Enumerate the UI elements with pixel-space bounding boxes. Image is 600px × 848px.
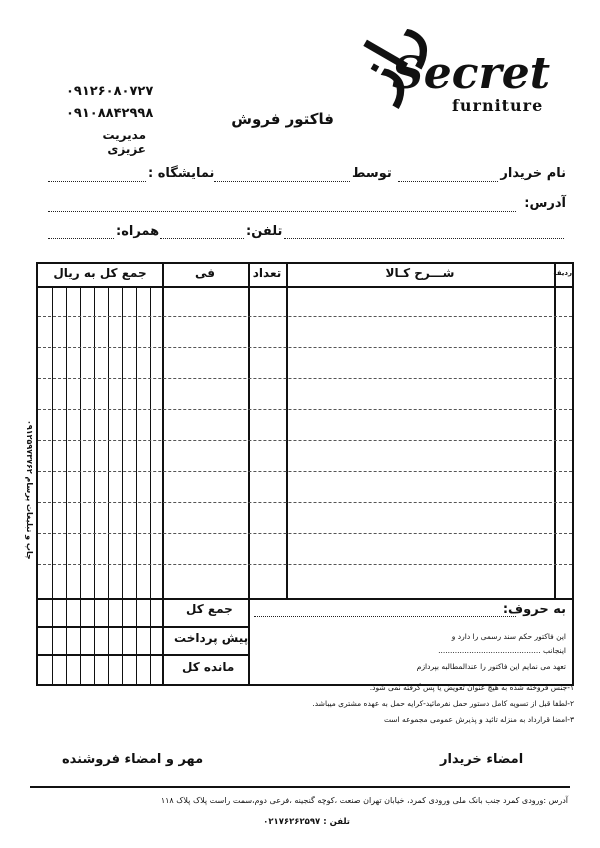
- address-label: آدرس:: [524, 196, 566, 211]
- col-qty-header: تعداد: [252, 266, 282, 280]
- note-commit: تعهد می نمایم این فاکتور را عندالمطالبه بپردازم: [416, 662, 566, 671]
- col-desc-header: شـــرح کـالا: [385, 266, 455, 280]
- remain-label: مانده کل: [182, 660, 235, 674]
- invoice-table: [36, 262, 574, 686]
- page-title: فاکتور فروش: [231, 110, 334, 128]
- by-label: توسط: [352, 166, 392, 181]
- in-words-field[interactable]: [254, 616, 516, 617]
- manager-name: مدیریت عزیزی: [102, 128, 146, 156]
- footer-divider: [30, 786, 570, 788]
- mobile-label: همراه:: [116, 224, 160, 239]
- mobile-field-2[interactable]: [160, 238, 244, 239]
- rule-2: ۲-لطفا قبل از تسویه کامل دستور حمل نفرمائید-کرایه حمل به عهده مشتری میباشد.: [312, 699, 574, 708]
- logo-subtitle: furniture: [452, 96, 544, 115]
- buyer-field[interactable]: [398, 181, 498, 182]
- footer-address: آدرس :ورودی کمرد جنب بانک ملی ورودی کمرد، خیابان تهران صنعت ،کوچه گنجینه ،فرعی دوم،سمت راست پلاک پلاک ۱۱۸: [160, 796, 568, 805]
- col-row-header: ردیف: [553, 269, 572, 277]
- by-field[interactable]: [214, 181, 350, 182]
- seller-signature: مهر و امضاء فروشنده: [62, 752, 204, 767]
- showroom-field[interactable]: [48, 181, 146, 182]
- in-words-label: به حروف:: [502, 602, 566, 617]
- rule-3: ۳-امضا قرارداد به منزله تائید و پذیرش عمومی مجموعه است: [383, 715, 574, 724]
- logo-monogram: راز: [339, 6, 438, 106]
- phone-label: تلفن:: [246, 224, 283, 239]
- buyer-label: نام خریدار: [500, 166, 566, 181]
- phone-field[interactable]: [284, 238, 564, 239]
- col-price-header: فی: [195, 266, 215, 280]
- prepay-label: پیش پرداخت: [174, 631, 249, 645]
- showroom-label: نمایشگاه :: [148, 166, 215, 181]
- mobile-field[interactable]: [48, 238, 114, 239]
- col-total-header: جمع کل به ریال: [53, 266, 147, 280]
- printer-credit: چاپ و تبلیغات پرسام ۰۹۱۲۵۹۷۳۷۶۲: [25, 420, 34, 560]
- address-field[interactable]: [48, 211, 516, 212]
- buyer-signature: امضاء خریدار: [440, 752, 524, 767]
- phone-1: ۰۹۱۲۶۰۸۰۷۲۷: [66, 84, 154, 99]
- logo-word: Secret: [392, 48, 551, 99]
- rule-1: ۱-جنس فروخته شده به هیچ عنوان تعویض یا پس گرفته نمی شود.: [369, 683, 574, 692]
- sum-label: جمع کل: [186, 602, 233, 616]
- footer-phone: تلفن : ۰۲۱۷۶۲۶۲۵۹۷: [263, 817, 350, 827]
- note-official: این فاکتور حکم سند رسمی را دارد و: [451, 632, 566, 641]
- logo: [339, 6, 551, 134]
- note-undersigned: اینجانب ...........................................: [438, 646, 566, 655]
- phone-2: ۰۹۱۰۸۸۴۲۹۹۸: [66, 106, 154, 121]
